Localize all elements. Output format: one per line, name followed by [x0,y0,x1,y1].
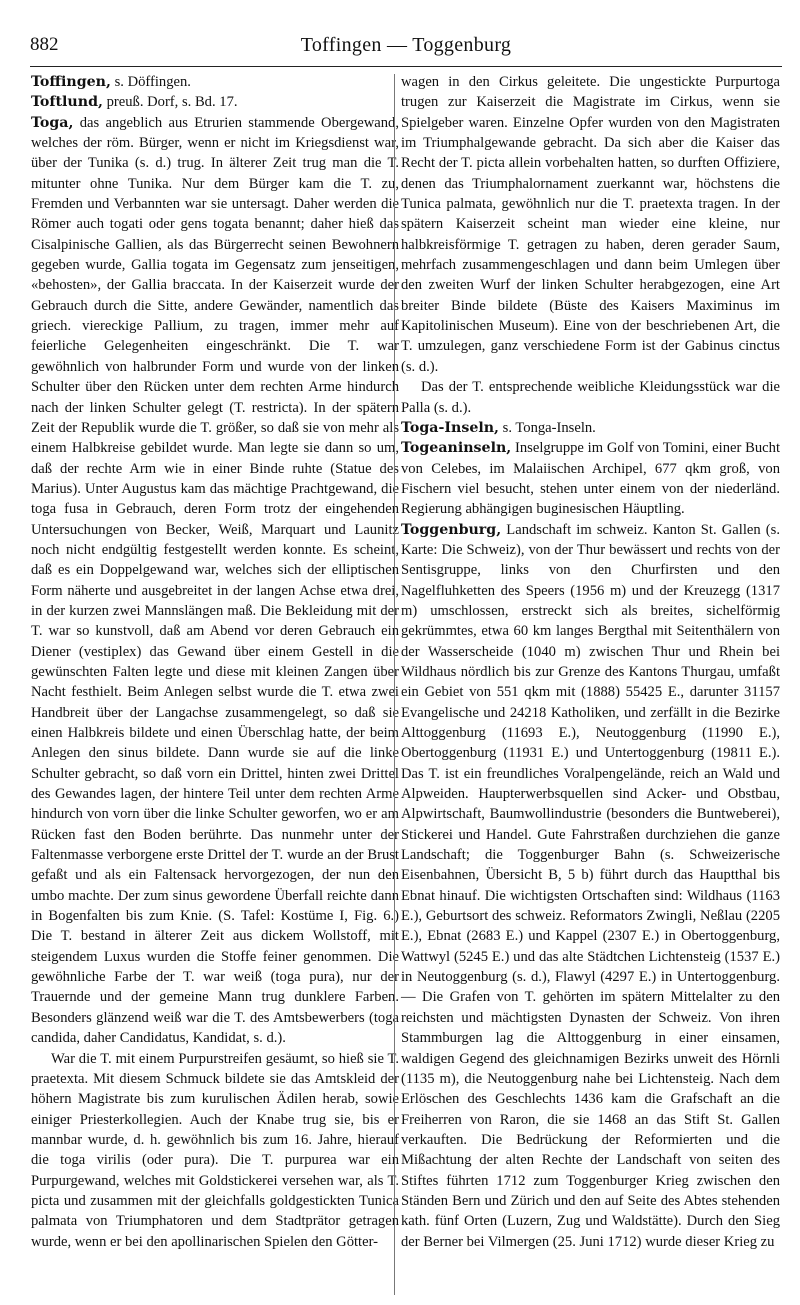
entry-text: Das der T. entsprechende weibliche Kleidungsstück war die Palla (s. d.). [401,379,780,416]
entry-paragraph [401,377,780,418]
entry [401,418,780,438]
left-column [31,72,399,1252]
headword: Toftlund, [31,94,103,111]
entry [401,520,780,1252]
header-rule [30,66,782,67]
entry-text: Landschaft im schweiz. Kanton St. Gallen (s. Karte: Die Schweiz), von der Thur bewässert und rechts von der Sentisgruppe, links von den Churfirsten und den Nagelfluhketten des Speers (1956 m) und der Kreuzegg (1317 m) umschlossen, erstreckt sich als breites, sichelförmig gekrümmtes, etwa 60 km langes Bergthal mit Seitenthälern von der Wasserscheide (1040 m) zwischen Thur und Rhein bei Wildhaus nördlich bis zur Grenze des Kantons Thurgau, umfaßt ein Gebiet von 551 qkm mit (1888) 55425 E., darunter 31157 Evangelische und 24218 Katholiken, und zerfällt in die Bezirke Alttoggenburg (11693 E.), Neutoggenburg (11990 E.), Obertoggenburg (11931 E.) und Untertoggenburg (19811 E.). Das T. ist ein freundliches Voralpengelände, reich an Wald und Alpweiden. Haupterwerbsquellen sind Acker- und Obstbau, Alpwirtschaft, Baumwollindustrie (besonders die Buntweberei), Stickerei und Handel. Gute Fahrstraßen durchziehen die ganze Landschaft; die Toggenburger Bahn (s. Schweizerische Eisenbahnen, Übersicht B, 5 b) führt durch das Hauptthal bis Ebnat hinauf. Die wichtigsten Ortschaften sind: Wildhaus (1163 E.), Geburtsort des schweiz. Reformators Zwingli, Neßlau (2205 E.), Ebnat (2683 E.) und Kappel (2307 E.) in Obertoggenburg, Wattwyl (5245 E.) und das alte Städtchen Lichtensteig (1537 E.) in Neutoggenburg (s. d.), Flawyl (4297 E.) in Untertoggenburg. — Die Grafen von T. gehörten im spätern Mittelalter zu den reichsten und mächtigsten Dynasten der Schweiz. Von ihren Stammburgen lag die Alttoggenburg in einer einsamen, waldigen Gegend des gleichnamigen Bezirks unweit des Hörnli (1135 m), die Neutoggenburg nahe bei Lichtensteig. Nach dem Erlöschen des Geschlechts 1436 kam die Grafschaft an die Freiherren von Raron, die sie 1468 an das Stift St. Gallen verkauften. Die Bedrückung der Reformierten und die Mißachtung der alten Rechte der Landschaft von seiten des Stiftes führten 1712 zum Toggenburger Krieg zwischen den Ständen Bern und Zürich und den auf Seite des Abtes stehenden kath. fünf Orten (Luzern, Zug und Waldstätte). Durch den Sieg der Berner bei Vilmergen (25. Juni 1712) wurde dieser Krieg zu [401,521,780,1250]
headword: Toffingen, [31,74,111,90]
entry-continuation [401,72,780,377]
entry-text: das angeblich aus Etrurien stammende Obergewand, welches der röm. Bürger, wenn er nicht im Kriegsdienst war, über der Tunika (s. d.) trug. In älterer Zeit trug man die T. mitunter ohne Tunika. Nur dem Bürger kam die T. zu, Fremden und Verbannten war sie untersagt. Daher werden die Römer auch togati oder gens togata benannt; daher hieß das Cisalpinische Gallien, als das Bürgerrecht seinen Bewohnern gegeben wurde, Gallia togata im Gegensatz zum jenseitigen, «behosten», der Gallia braccata. In der Kaiserzeit wurde der Gebrauch durch die Sitte, andere Gewänder, namentlich das griech. viereckige Pallium, zu tragen, immer mehr auf feierliche Gelegenheiten eingeschränkt. Die T. war gewöhnlich von halbrunder Form und wurde von der linken Schulter über den Rücken unter dem rechten Arme hindurch nach der linken Schulter gelegt (T. restricta). In der spätern Zeit der Republik wurde die T. größer, so daß sie von mehr als einem Halbkreise gebildet wurde. Man legte sie dann so um, daß der rechte Arm wie in einer Binde ruhte (Statue des Marius). Unter Augustus kam das mächtige Prachtgewand, die toga fusa in Gebrauch, deren Form trotz der eingehenden Untersuchungen von Becker, Weiß, Marquart und Launitz noch nicht endgültig festgestellt werden konnte. Es scheint, daß es ein Doppelgewand war, welches sich der elliptischen Form näherte und ausgebreitet in der langen Achse etwa drei, in der kurzen zwei Mannslängen maß. Die Bekleidung mit der T. war so kunstvoll, daß am Abend vor deren Gebrauch ein Diener (vestiplex) das Gewand über einem Gestell in die gewünschten Falten legte und diese mit kleinen Zangen über Nacht festhielt. Beim Anlegen selbst wurde die T. etwa zwei Handbreit über der Langachse zusammengelegt, so daß sie einen Halbkreis bildete und einen Überschlag hatte, der beim Anlegen den sinus bildete. Dann wurde sie auf die linke Schulter gebracht, so daß vorn ein Drittel, hinten zwei Drittel des Gewandes lagen, der hintere Teil unter dem rechten Arme hindurch von vorn über die linke Schulter geworfen, wo er am Rücken fast den Boden berührte. Das nunmehr unter der Faltenmasse verborgene erste Drittel der T. wurde an der Brust gefaßt und als ein Faltensack hervorgezogen, der nun den umbo machte. Der zum sinus gewordene Überfall reichte dann in Bogenfalten bis zum Knie. (S. Tafel: Kostüme I, Fig. 6.) Die T. bestand in älterer Zeit aus dickem Wollstoff, mit steigendem Luxus wurden die Stoffe feiner genommen. Die gewöhnliche Farbe der T. war weiß (toga pura), nur der Trauernde und der gemeine Mann trug dunklere Farben. Besonders glänzend weiß war die T. des Amtsbewerbers (toga candida, daher Candidatus, Kandidat, s. d.). [31,114,399,1047]
running-title: Toffingen — Toggenburg [300,34,512,56]
entry [31,113,399,1049]
page-header [30,34,782,62]
entry-paragraph [31,1049,399,1252]
page-number: 882 [30,34,59,55]
entry-text: preuß. Dorf, s. Bd. 17. [102,94,238,111]
entry [401,438,780,519]
headword: Toggenburg, [401,521,502,538]
headword: Toga, [31,114,74,131]
entry [31,92,399,112]
entry-text: Inselgruppe im Golf von Tomini, einer Bucht von Celebes, im Malaiischen Archipel, 677 qkm groß, von Fischern viel besucht, stehen unter einem von der niederländ. Regierung abhängigen buginesischen Häuptling. [401,440,780,518]
headword: Toga-Inseln, [401,419,500,436]
entry-text: War die T. mit einem Purpurstreifen gesäumt, so hieß sie T. praetexta. Mit diesem Schmuck bildete sie das Amtskleid der höhern Magistrate bis zum kurulischen Ädilen herab, sowie einiger Priesterkollegien. Auch der Knabe trug sie, bis er mannbar wurde, d. h. gewöhnlich bis zum 16. Jahre, hierauf die toga virilis (oder pura). Die T. purpurea war ein Purpurgewand, welches mit Goldstickerei versehen war, als T. picta und zusammen mit der gleichfalls goldgestickten Tunica palmata von Triumphatoren und dem Stadtprätor getragen wurde, wenn er bei den apollinarischen Spielen den Götter- [31,1050,399,1250]
entry [31,72,399,92]
entry-text: s. Tonga-Inseln. [499,419,596,436]
column-divider [394,74,395,1295]
headword: Togeaninseln, [401,440,512,457]
entry-text: s. Döffingen. [110,74,191,90]
right-column [401,72,780,1252]
entry-text: wagen in den Cirkus geleitete. Die ungestickte Purpurtoga trugen zur Kaiserzeit die Magistrate im Cirkus, wenn sie Spielgeber waren. Einzelne Opfer wurden von den Magistraten im Triumphalgewande gebracht. Da sich aber die Kaiser das Recht der T. picta allein vorbehalten hatten, so durften Offiziere, denen das Triumphalornament zuerkannt war, höchstens die Tunica palmata, gewöhnlich nur die T. praetexta tragen. In der spätern Kaiserzeit scheint man wieder eine kleine, nur halbkreisförmige T. getragen zu haben, deren gerader Saum, mehrfach zusammengeschlagen und dann beim Umlegen über den zweiten Wurf der linken Schulter herabgezogen, eine Art breiter Binde bildete (Büste des Kaisers Maximinus im Kapitolinischen Museum). Eine von der beschriebenen Art, die T. umzulegen, ganz verschiedene Form ist der Gabinus cinctus (s. d.). [401,74,780,375]
